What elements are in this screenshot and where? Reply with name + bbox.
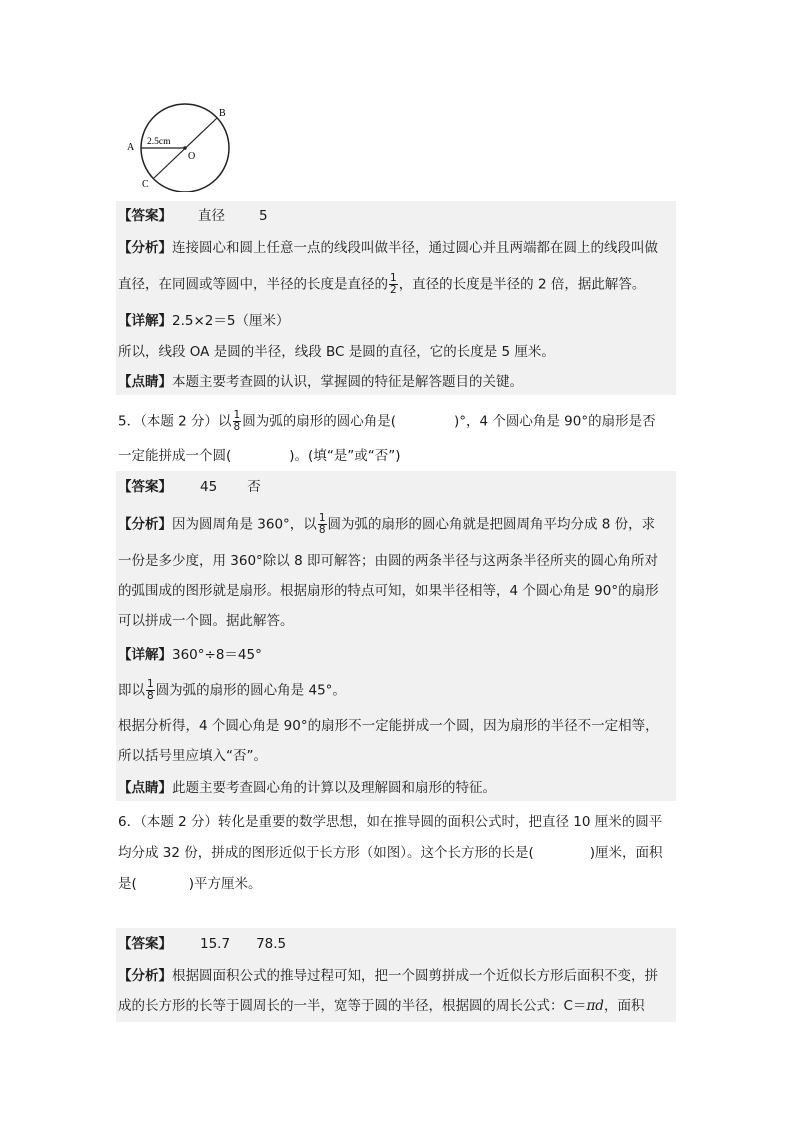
- question-text: )厘米，面积: [589, 845, 663, 861]
- question-text: 5．（本题 2 分）以: [118, 413, 232, 430]
- analysis-text: 直径，在同圆或等圆中，半径的长度是直径的: [118, 276, 388, 293]
- question-text: 是(: [118, 876, 137, 892]
- question-text: 一定能拼成一个圆(: [118, 448, 232, 464]
- q4-detail-line1: [118, 311, 289, 331]
- fraction-one-eighth: $\frac{1}{8}$: [147, 678, 154, 702]
- q5-comment-line: [118, 778, 496, 798]
- label-a: A: [127, 142, 135, 153]
- q4-answer-block: [116, 201, 676, 395]
- answer-value-1: 45: [200, 479, 218, 495]
- q6-question-line1: [118, 812, 662, 832]
- q5-detail-line1: [118, 645, 262, 665]
- q5-detail-line2: [118, 679, 346, 702]
- detail-text: 即以: [118, 682, 145, 699]
- analysis-text: 因为圆周角是 360°，以: [172, 516, 317, 533]
- answer-tag: 【答案】: [118, 208, 172, 224]
- formula-pi-d: πd: [586, 998, 604, 1014]
- fraction-one-half: $\frac{1}{2}$: [390, 272, 397, 296]
- analysis-text: 圆为弧的扇形的圆心角就是把圆周角平均分成 8 份，求: [327, 516, 656, 533]
- detail-text: 圆为弧的扇形的圆心角是 45°。: [155, 682, 346, 699]
- fraction-one-eighth: $\frac{1}{8}$: [233, 409, 241, 433]
- q5-analysis-line4: [118, 611, 294, 631]
- q5-analysis-line2: [118, 551, 658, 571]
- label-b: B: [219, 108, 226, 119]
- analysis-text: ，直径的长度是半径的 2 倍，据此解答。: [398, 276, 646, 293]
- analysis-text: ，面积: [603, 998, 645, 1014]
- analysis-text: 一份是多少度，用 360°除以 8 即可解答；由圆的两条半径与这两条半径所夹的圆心角所对: [118, 553, 658, 569]
- analysis-text: 的弧围成的图形就是扇形。根据扇形的特点可知，如果半径相等，4 个圆心角是 90°的扇形: [118, 583, 659, 599]
- answer-value-1: 15.7: [200, 936, 231, 952]
- comment-text: 本题主要考查圆的认识，掌握圆的特征是解答题目的关键。: [172, 374, 523, 390]
- analysis-tag: 【分析】: [118, 240, 172, 256]
- detail-text: 所以括号里应填入“否”。: [118, 748, 267, 764]
- q4-analysis-line2: [118, 273, 645, 296]
- q5-analysis-line3: [118, 581, 659, 601]
- question-text: )。(填“是”或“否”): [289, 448, 401, 464]
- comment-tag: 【点睛】: [118, 374, 172, 390]
- analysis-tag: 【分析】: [118, 516, 172, 533]
- q6-answer-line: [118, 934, 286, 954]
- question-text: 6．（本题 2 分）转化是重要的数学思想，如在推导圆的面积公式时，把直径 10 厘米的圆平: [118, 814, 663, 830]
- circle-figure: [122, 100, 240, 192]
- analysis-text: 连接圆心和圆上任意一点的线段叫做半径，通过圆心并且两端都在圆上的线段叫做: [172, 240, 658, 256]
- q5-answer-line: [118, 477, 261, 497]
- analysis-tag: 【分析】: [118, 968, 172, 984]
- center-point: [183, 146, 187, 150]
- detail-tag: 【详解】: [118, 313, 172, 329]
- analysis-text: 根据圆面积公式的推导过程可知，把一个圆剪拼成一个近似长方形后面积不变，拼: [172, 968, 658, 984]
- q4-detail-line2: [118, 342, 555, 362]
- q4-answer-line: [118, 206, 268, 226]
- q5-question-line1: [118, 410, 656, 433]
- question-text: )°，4 个圆心角是 90°的扇形是否: [453, 413, 656, 430]
- q5-question-line2: [118, 446, 401, 466]
- q6-question-line3: [118, 874, 262, 894]
- fraction-one-eighth: $\frac{1}{8}$: [318, 512, 326, 536]
- q6-analysis-line2: [118, 996, 644, 1016]
- answer-tag: 【答案】: [118, 936, 172, 952]
- question-text: )平方厘米。: [188, 876, 262, 892]
- detail-text: 所以，线段 OA 是圆的半径，线段 BC 是圆的直径，它的长度是 5 厘米。: [118, 344, 555, 360]
- answer-value-2: 5: [259, 208, 268, 224]
- answer-tag: 【答案】: [118, 479, 172, 495]
- q5-analysis-line1: [118, 513, 655, 536]
- analysis-text: 可以拼成一个圆。据此解答。: [118, 613, 294, 629]
- q6-analysis-line1: [118, 966, 658, 986]
- label-c: C: [142, 179, 149, 190]
- comment-tag: 【点睛】: [118, 780, 172, 796]
- q4-analysis-line1: [118, 238, 658, 258]
- answer-value-1: 直径: [198, 208, 225, 224]
- detail-text: 360°÷8＝45°: [172, 647, 262, 663]
- label-radius: 2.5cm: [147, 137, 171, 147]
- detail-text: 2.5×2＝5（厘米）: [172, 313, 290, 329]
- question-text: 圆为弧的扇形的圆心角是(: [242, 413, 396, 430]
- answer-value-2: 78.5: [256, 936, 287, 952]
- label-o: O: [188, 151, 196, 162]
- q4-comment-line: [118, 372, 523, 392]
- detail-text: 根据分析得，4 个圆心角是 90°的扇形不一定能拼成一个圆，因为扇形的半径不一定相等，: [118, 718, 659, 734]
- analysis-text: 成的长方形的长等于圆周长的一半，宽等于圆的半径，根据圆的周长公式：C＝: [118, 998, 587, 1014]
- q5-detail-line4: [118, 746, 267, 766]
- answer-value-2: 否: [247, 479, 261, 495]
- circle-diagram: [122, 100, 240, 192]
- q5-detail-line3: [118, 716, 659, 736]
- detail-tag: 【详解】: [118, 647, 172, 663]
- question-text: 均分成 32 份，拼成的图形近似于长方形（如图）。这个长方形的长是(: [118, 845, 534, 861]
- comment-text: 此题主要考查圆心角的计算以及理解圆和扇形的特征。: [172, 780, 496, 796]
- q6-question-line2: [118, 843, 663, 863]
